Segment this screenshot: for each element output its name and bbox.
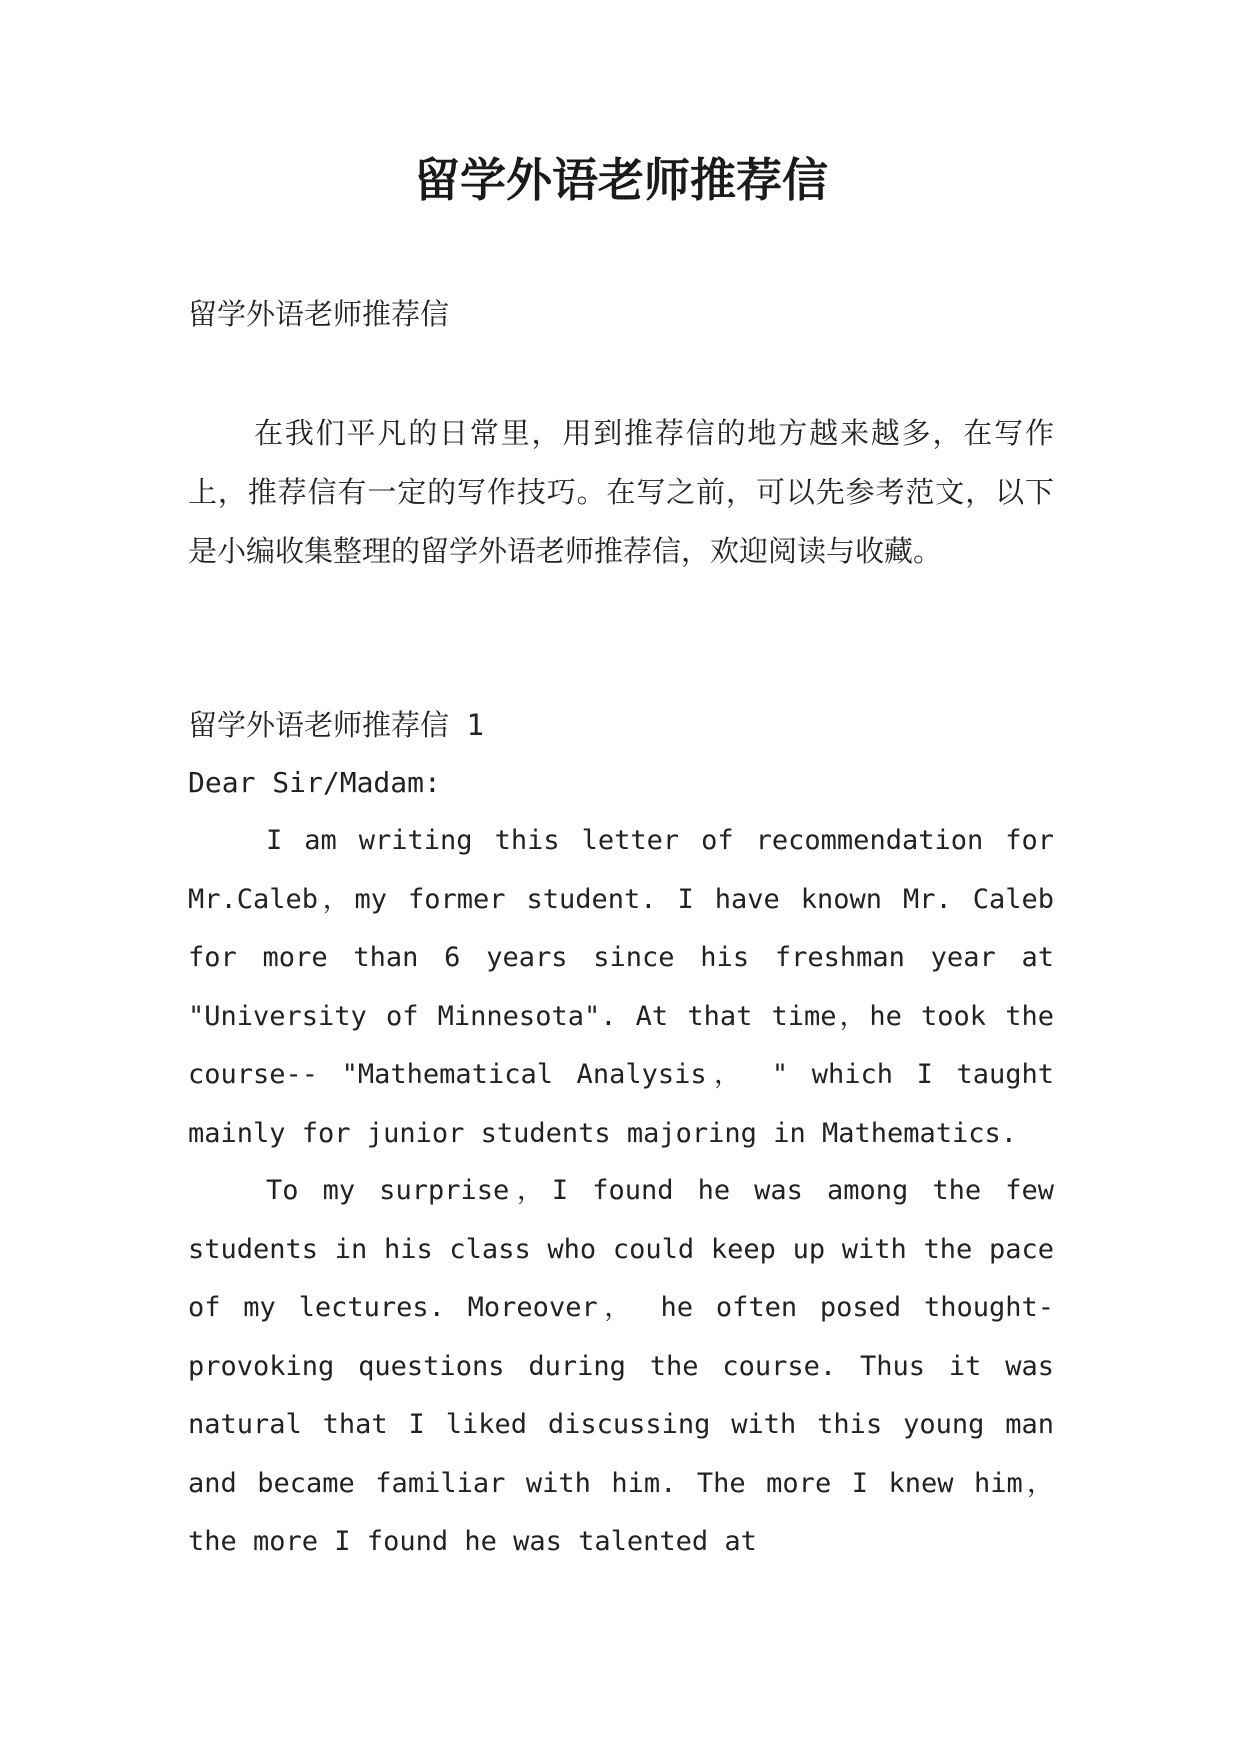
section-heading: 留学外语老师推荐信 1 xyxy=(188,708,484,742)
document-subtitle: 留学外语老师推荐信 xyxy=(188,297,450,331)
letter-greeting: Dear Sir/Madam: xyxy=(188,766,441,799)
letter-paragraph-1: I am writing this letter of recommendation for Mr.Caleb，my former student. I have known Mr. Caleb for more than 6 years since his freshman year at "University of Minnesota". At that time，he took the course-- "Mathematical Analysis， " which I taught mainly for junior students majoring in Mathematics. xyxy=(188,825,1054,1149)
document-title: 留学外语老师推荐信 xyxy=(414,153,828,207)
intro-paragraph: 在我们平凡的日常里，用到推荐信的地方越来越多，在写作上，推荐信有一定的写作技巧。在写之前，可以先参考范文，以下是小编收集整理的留学外语老师推荐信，欢迎阅读与收藏。 xyxy=(188,416,1054,568)
letter-paragraph-2: To my surprise，I found he was among the few students in his class who could keep up with the pace of my lectures. Moreover， he often posed thought-provoking questions during the course. Thus it was natural that I liked discussing with this young man and became familiar with him. The more I knew him， the more I found he was talented at xyxy=(188,1175,1054,1557)
